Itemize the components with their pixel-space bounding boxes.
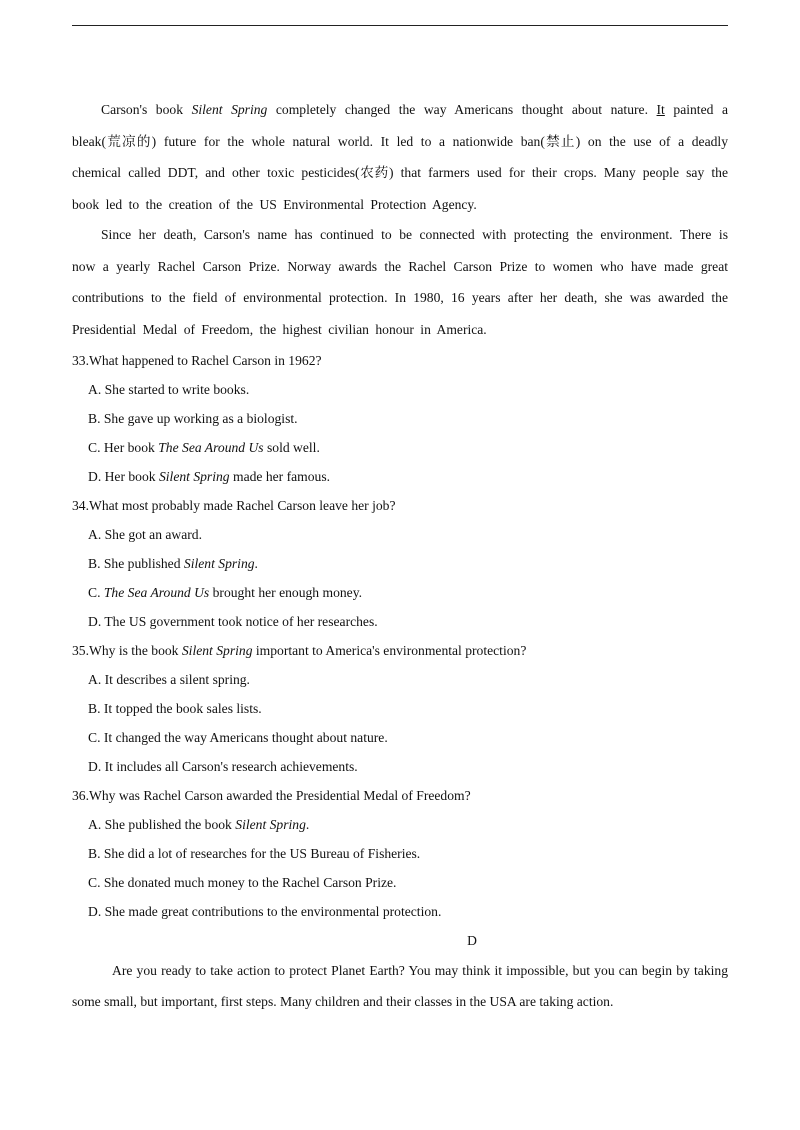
question-stem: 33.What happened to Rachel Carson in 1962? (72, 353, 322, 368)
answer-option: B. It topped the book sales lists. (88, 701, 262, 716)
text-run: A. She published the book (88, 817, 236, 832)
text-run: C. (88, 585, 104, 600)
question-stem (72, 636, 728, 665)
document-body (72, 94, 728, 1017)
text-run: B. She published (88, 556, 184, 571)
answer-option (72, 549, 728, 578)
answer-option (72, 462, 728, 491)
book-title: Silent Spring (235, 817, 306, 832)
answer-option (72, 810, 728, 839)
answer-option: D. The US government took notice of her researches. (88, 614, 378, 629)
answer-option: A. It describes a silent spring. (88, 672, 250, 687)
passage-c-paragraph-2: Since her death, Carson's name has continued to be connected with protecting the environment. There is now a yearly Rachel Carson Prize. Norway awards the Rachel Carson Prize to women who have made great contributions to the field of environmental protection. In 1980, 16 years after her death, she was awarded the Presidential Medal of Freedom, the highest civilian honour in America. (72, 227, 728, 337)
book-title: Silent Spring (181, 643, 253, 658)
answer-option: D. She made great contributions to the environmental protection. (88, 904, 442, 919)
question-stem: 36.Why was Rachel Carson awarded the Presidential Medal of Freedom? (72, 788, 471, 803)
answer-option (72, 433, 728, 462)
book-title: The Sea Around Us (158, 440, 264, 455)
underlined-word: It (656, 102, 665, 117)
answer-option: A. She got an award. (88, 527, 203, 542)
text-run: sold well. (263, 440, 320, 455)
book-title: The Sea Around Us (103, 585, 210, 600)
answer-option: D. It includes all Carson's research achievements. (88, 759, 358, 774)
passage-d-paragraph-1: Are you ready to take action to protect Planet Earth? You may think it impossible, but you can begin by taking some small, but important, first steps. Many children and their classes in the USA are taking action. (72, 963, 728, 1009)
text-run: painted a bleak(荒凉的) future for the whole natural world. It led to a nationwide ban(禁止) on the use of a deadly chemical called DDT, and other toxic pesticides(农药) that farmers used for their crops. Many people say the book led to the creation of the US Environmental Protection Agency. (72, 102, 729, 212)
answer-option (72, 578, 728, 607)
question-stem: 34.What most probably made Rachel Carson leave her job? (72, 498, 396, 513)
passage-c-paragraph-1 (72, 94, 728, 220)
text-run: brought her enough money. (209, 585, 363, 600)
question-list (72, 346, 728, 926)
answer-option: B. She gave up working as a biologist. (88, 411, 298, 426)
text-run: Carson's book (101, 102, 192, 117)
text-run: C. Her book (88, 440, 159, 455)
answer-option: B. She did a lot of researches for the US Bureau of Fisheries. (88, 846, 421, 861)
text-run: . (254, 556, 258, 571)
text-run: completely changed the way Americans thought about nature. (267, 102, 657, 117)
section-heading-d: D (467, 933, 477, 948)
text-run: 35.Why is the book (72, 643, 182, 658)
answer-option: C. It changed the way Americans thought about nature. (88, 730, 388, 745)
text-run: . (305, 817, 310, 832)
book-title: Silent Spring (158, 469, 230, 484)
book-title: Silent Spring (183, 556, 255, 571)
text-run: made her famous. (229, 469, 331, 484)
book-title: Silent Spring (191, 102, 268, 117)
text-run: important to America's environmental protection? (252, 643, 527, 658)
text-run: D. Her book (88, 469, 159, 484)
header-rule (72, 25, 728, 26)
answer-option: C. She donated much money to the Rachel Carson Prize. (88, 875, 397, 890)
answer-option: A. She started to write books. (88, 382, 250, 397)
